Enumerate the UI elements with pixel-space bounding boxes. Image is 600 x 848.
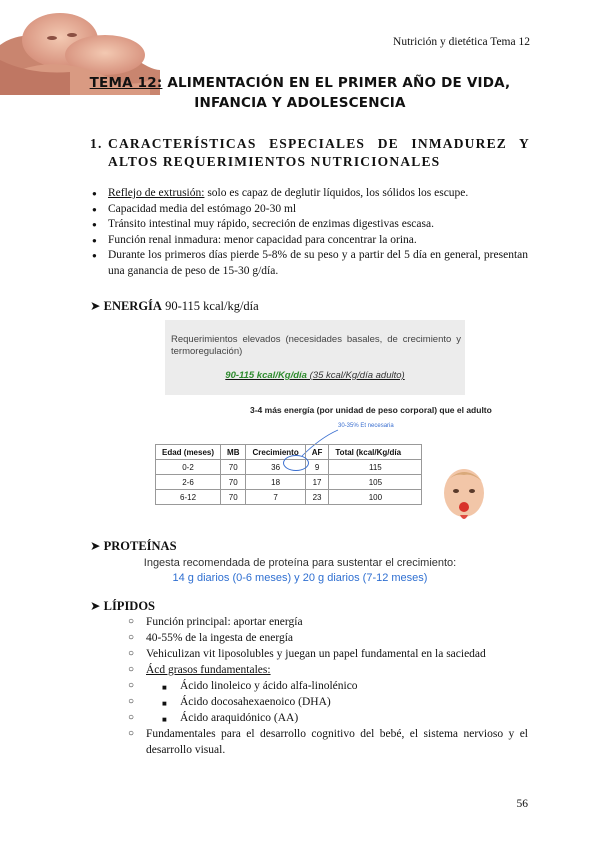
square-bullet-icon: ○ ■ bbox=[162, 683, 167, 692]
table-header-cell: Edad (meses) bbox=[156, 445, 221, 460]
list-item bbox=[90, 233, 528, 249]
table-cell: 7 bbox=[246, 490, 305, 505]
table-header-cell: Total (kcal/Kg/día bbox=[329, 445, 422, 460]
table-cell: 18 bbox=[246, 475, 305, 490]
energy-adult-value: (35 kcal/Kg/día adulto) bbox=[306, 370, 405, 381]
table-cell: 105 bbox=[329, 475, 422, 490]
proteins-label: PROTEÍNAS bbox=[103, 539, 177, 553]
characteristics-list bbox=[90, 186, 528, 279]
lipids-label: LÍPIDOS bbox=[103, 599, 156, 613]
proteins-line-2: 14 g diarios (0-6 meses) y 20 g diarios (7-12 meses) bbox=[172, 572, 428, 584]
square-bullet-icon: ○ ■ bbox=[162, 699, 167, 708]
lipids-list bbox=[128, 614, 528, 678]
list-item-text: Tránsito intestinal muy rápido, secreción de enzimas digestivas escasa. bbox=[108, 218, 434, 230]
lipids-heading bbox=[90, 598, 155, 614]
list-item-text: Ácido araquidónico (AA) bbox=[180, 712, 299, 724]
list-item bbox=[128, 694, 528, 710]
list-item-term: Reflejo de extrusión: bbox=[108, 187, 205, 199]
table-row bbox=[156, 475, 422, 490]
table-header-cell: Crecimiento bbox=[246, 445, 305, 460]
table-cell: 100 bbox=[329, 490, 422, 505]
list-item bbox=[90, 217, 528, 233]
page-number: 56 bbox=[516, 798, 528, 810]
list-item bbox=[128, 710, 528, 726]
section-1-heading bbox=[90, 135, 530, 171]
page-title bbox=[0, 75, 600, 91]
energy-label: ENERGÍA bbox=[103, 299, 162, 313]
energy-value: 90-115 kcal/kg/día bbox=[161, 299, 259, 313]
list-item bbox=[90, 186, 528, 202]
table-cell: 6-12 bbox=[156, 490, 221, 505]
list-item: ○ Función principal: aportar energía bbox=[128, 614, 528, 630]
energy-infant-value: 90-115 kcal/Kg/día bbox=[225, 370, 307, 381]
list-item bbox=[128, 662, 528, 678]
energy-heading bbox=[90, 298, 259, 314]
list-item bbox=[128, 678, 528, 694]
table-cell: 0-2 bbox=[156, 460, 221, 475]
list-item-text: solo es capaz de deglutir líquidos, los sólidos los escupe. bbox=[204, 187, 469, 199]
table-cell: 70 bbox=[221, 475, 246, 490]
table-cell: 115 bbox=[329, 460, 422, 475]
arrow-icon: ➤ bbox=[90, 299, 101, 313]
title-label: TEMA 12: bbox=[89, 75, 163, 91]
baby-face-photo bbox=[442, 463, 487, 527]
table-row bbox=[156, 490, 422, 505]
list-item bbox=[90, 202, 528, 218]
section-title: CARACTERÍSTICAS ESPECIALES DE INMADUREZ Y ALTOS REQUERIMIENTOS NUTRICIONALES bbox=[108, 136, 530, 169]
list-item-text: Ácido linoleico y ácido alfa-linolénico bbox=[180, 680, 358, 692]
proteins-line-1: Ingesta recomendada de proteína para sustentar el crecimiento: bbox=[143, 557, 457, 569]
table-header-cell: AF bbox=[305, 445, 329, 460]
table-cell: 36 bbox=[246, 460, 305, 475]
energy-requirements-table bbox=[155, 444, 422, 505]
table-cell: 2-6 bbox=[156, 475, 221, 490]
table-header-cell: MB bbox=[221, 445, 246, 460]
table-cell: 23 bbox=[305, 490, 329, 505]
section-number: 1. bbox=[90, 136, 103, 151]
list-item bbox=[90, 248, 528, 279]
table-cell: 17 bbox=[305, 475, 329, 490]
table-cell: 70 bbox=[221, 490, 246, 505]
title-line-1: ALIMENTACIÓN EN EL PRIMER AÑO DE VIDA, bbox=[167, 75, 511, 91]
table-cell: 70 bbox=[221, 460, 246, 475]
annotation-circle bbox=[283, 455, 309, 471]
energy-note: 3-4 más energía (por unidad de peso corporal) que el adulto bbox=[250, 405, 492, 415]
list-item: ○ 40-55% de la ingesta de energía bbox=[128, 630, 528, 646]
proteins-heading bbox=[90, 538, 177, 554]
square-bullet-icon: ○ ■ bbox=[162, 715, 167, 724]
list-item-text: Capacidad media del estómago 20-30 ml bbox=[108, 202, 297, 215]
arrow-icon: ➤ bbox=[90, 599, 101, 613]
running-header: Nutrición y dietética Tema 12 bbox=[393, 36, 530, 48]
list-item-text: Durante los primeros días pierde 5-8% de su peso y a partir del 5 día en general, presentan una ganancia de peso de 15-30 g/día. bbox=[108, 249, 528, 277]
page-title-line-2: INFANCIA Y ADOLESCENCIA bbox=[194, 95, 406, 111]
arrow-icon: ➤ bbox=[90, 539, 101, 553]
handwritten-annotation: 30-35% Et necesaria bbox=[338, 423, 394, 429]
list-item-text: Función renal inmadura: menor capacidad para concentrar la orina. bbox=[108, 233, 417, 246]
fatty-acids-list bbox=[128, 678, 528, 726]
list-item-text: Ácd grasos fundamentales: bbox=[146, 664, 271, 676]
energy-slide-values bbox=[165, 370, 465, 381]
table-cell: 9 bbox=[305, 460, 329, 475]
list-item-text: Ácido docosahexaenoico (DHA) bbox=[180, 696, 331, 708]
lipids-final-list bbox=[128, 726, 528, 758]
energy-slide bbox=[165, 320, 465, 395]
energy-slide-text: Requerimientos elevados (necesidades basales, de crecimiento y termoregulación) bbox=[171, 334, 461, 357]
list-item: ○ Vehiculizan vit liposolubles y juegan un papel fundamental en la saciedad bbox=[128, 646, 528, 662]
list-item: ○ Fundamentales para el desarrollo cognitivo del bebé, el sistema nervioso y el desarrollo visual. bbox=[128, 726, 528, 758]
